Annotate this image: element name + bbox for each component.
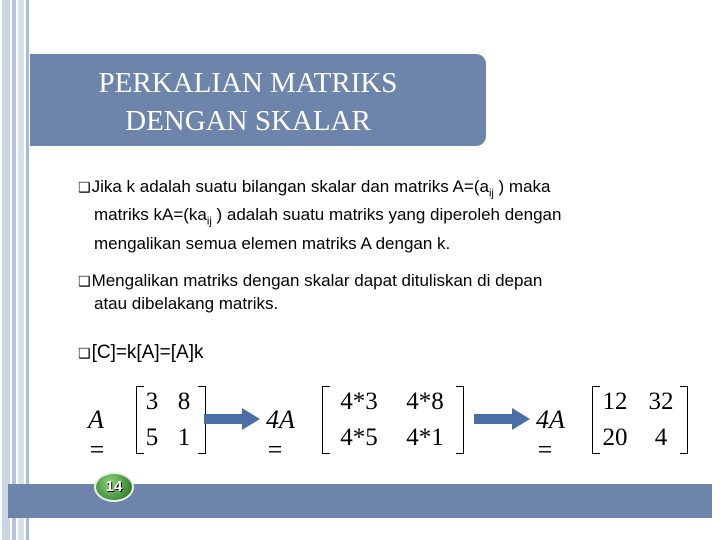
title-line-2: DENGAN SKALAR: [125, 105, 371, 137]
matrix-cell: 4*8: [406, 388, 444, 415]
subscript: ij: [206, 215, 212, 228]
matrix-cell: 4*3: [340, 388, 378, 415]
bullet-line: atau dibelakang matriks.: [94, 294, 279, 313]
subscript: ij: [488, 187, 494, 200]
matrix-cell: 20: [602, 424, 628, 451]
left-bracket: [322, 386, 330, 454]
arrow-right-icon: [202, 407, 262, 431]
bullet-text: ) adalah suatu matriks yang diperoleh dengan: [211, 205, 562, 225]
matrix-label: 4A =: [536, 405, 565, 464]
bullet-line: [78, 176, 660, 204]
matrix-cell: 4: [654, 424, 668, 451]
formula-text: [C]=k[A]=[A]k: [91, 342, 204, 363]
checkbox-bullet-icon: ❑: [78, 346, 91, 362]
bullet-notation: [78, 270, 660, 315]
title-line-1: PERKALIAN MATRIKS: [98, 67, 398, 99]
right-bracket: [680, 386, 688, 454]
bullet-line: mengalikan semua elemen matriks A dengan k.: [94, 233, 451, 253]
matrix-cell: 5: [145, 424, 159, 451]
matrix-cell: 32: [648, 388, 674, 415]
bullet-text: Jika k adalah suatu bilangan skalar dan matriks A=(a: [91, 177, 489, 196]
matrix-cell: 1: [177, 424, 191, 451]
checkbox-bullet-icon: ❑: [78, 274, 91, 290]
matrix-cell: 4*5: [340, 424, 378, 451]
bullet-text: matriks kA=(ka: [94, 205, 207, 225]
bullet-text: ) maka: [493, 177, 551, 196]
matrix-cell: 4*1: [406, 424, 444, 451]
matrix-cell: 8: [177, 388, 191, 415]
matrix-cell: 3: [145, 388, 159, 415]
matrix-cell: 12: [602, 388, 628, 415]
matrix-label: 4A =: [266, 405, 295, 464]
checkbox-bullet-icon: ❑: [78, 180, 91, 196]
slide-title: [48, 64, 448, 140]
matrix-label: A =: [88, 405, 106, 464]
page-number-badge: 14: [94, 472, 134, 502]
bullet-text: Mengalikan matriks dengan skalar dapat dituliskan di depan: [91, 271, 543, 290]
bullet-definition: [78, 176, 660, 255]
bullet-formula: [78, 342, 660, 365]
arrow-right-icon: [472, 407, 532, 431]
bullet-line: [78, 204, 660, 232]
right-bracket: [456, 386, 464, 454]
